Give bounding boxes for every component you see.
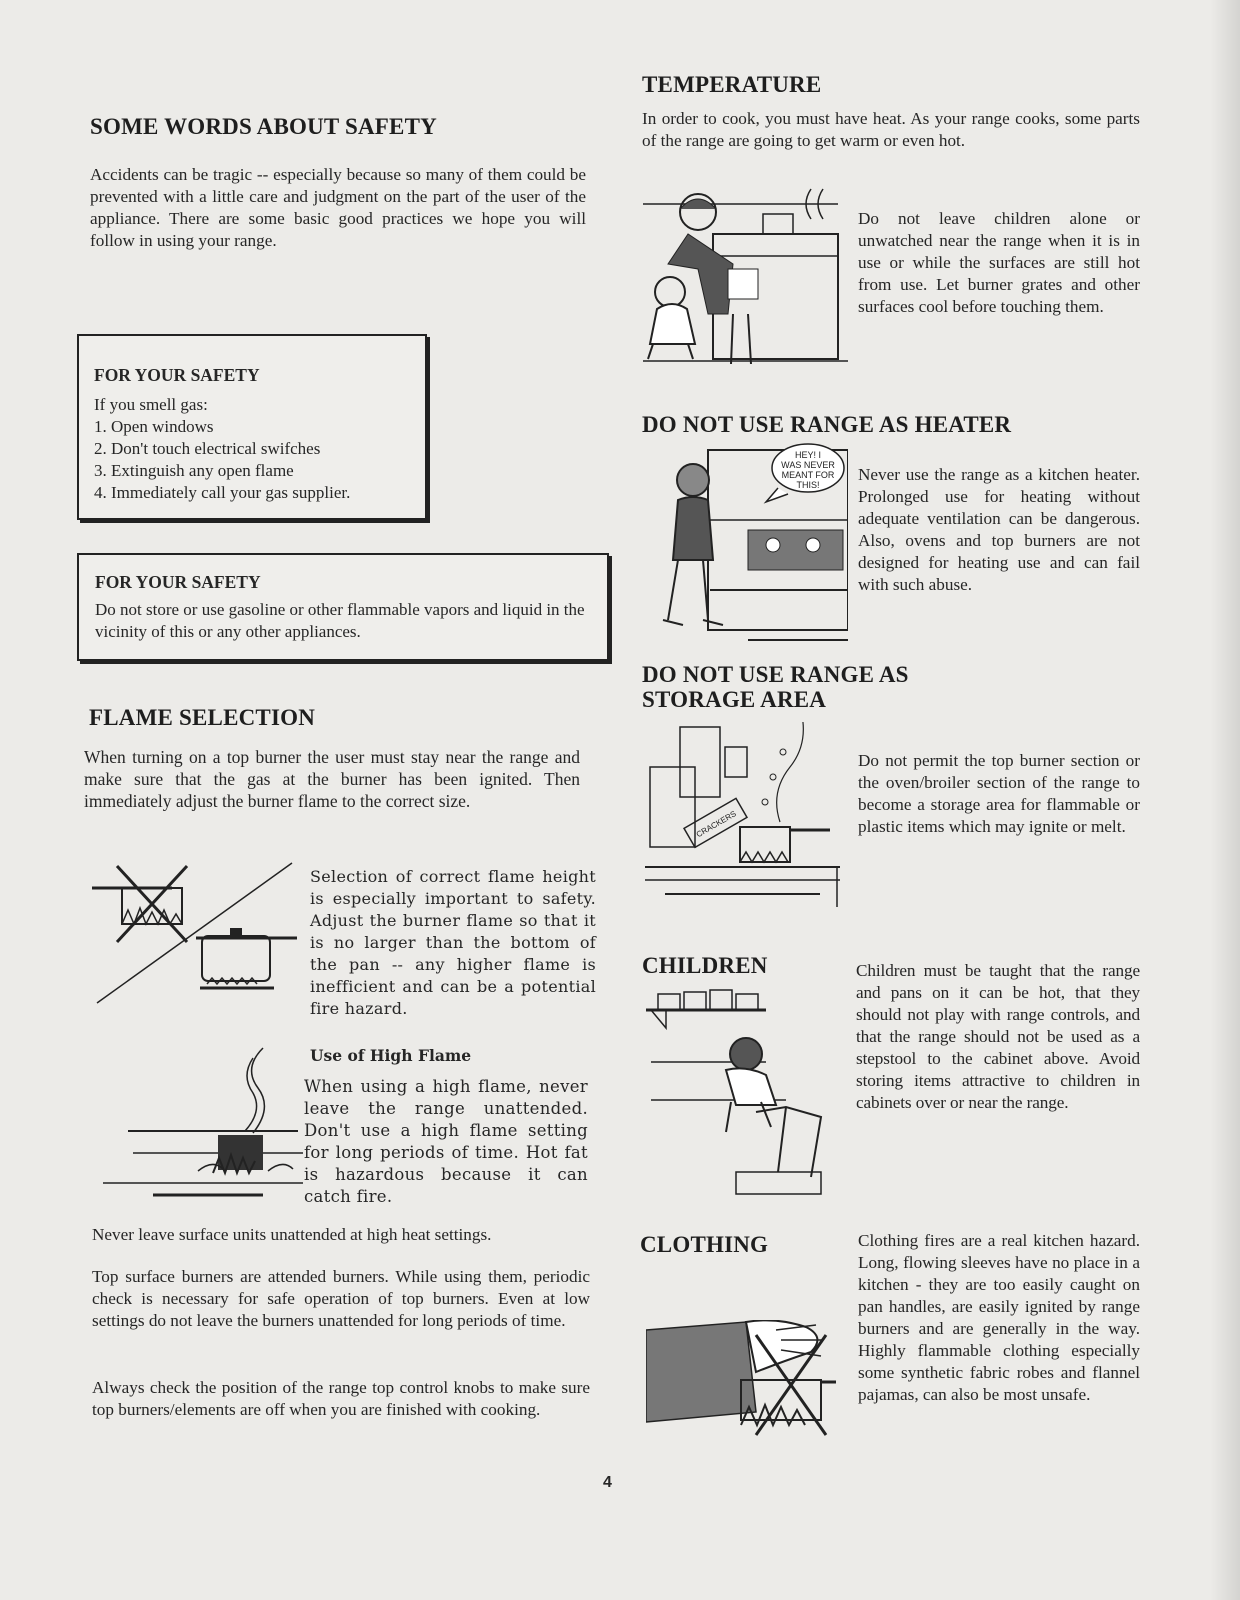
high-flame-illustration (103, 1043, 303, 1203)
clothing-heading: CLOTHING (640, 1232, 769, 1257)
children-heading: CHILDREN (642, 953, 768, 978)
children-text: Children must be taught that the range and pans on it can be hot, that they should not play with range controls, and that the range should not be used as a stepstool to the cabinet above. Avoid storing items attractive to children in cabinets over or near the range. (856, 961, 1140, 1112)
flame-selection-intro: When turning on a top burner the user must stay near the range and make sure that the gas at the burner has been ignited. Then immediately adjust the burner flame to the correct size. (84, 747, 580, 811)
high-flame-text: When using a high flame, never leave the range unattended. Don't use a high flame setting for long periods of time. Hot fat is hazardous because it can catch fire. (304, 1077, 588, 1206)
storage-heading: DO NOT USE RANGE AS STORAGE AREA (642, 662, 909, 712)
temperature-intro: In order to cook, you must have heat. As your range cooks, some parts of the range are going to get warm or even hot. (642, 109, 1140, 150)
gas-safety-item: 3. Extinguish any open flame (94, 461, 294, 480)
flame-selection-heading: FLAME SELECTION (89, 705, 316, 730)
vapor-safety-text: Do not store or use gasoline or other flammable vapors and liquid in the vicinity of this or any other appliances. (95, 600, 585, 641)
temperature-heading: TEMPERATURE (642, 72, 822, 97)
temperature-illustration (643, 184, 848, 369)
high-flame-heading: Use of High Flame (310, 1046, 472, 1065)
vapor-safety-box (77, 553, 609, 661)
clothing-text: Clothing fires are a real kitchen hazard. Long, flowing sleeves have no place in a kitchen - they are too easily caught on pan handles, are easily ignited by range burners and are generally in the way. Highly flammable clothing especially some synthetic fabric robes and flannel pajamas, can also be most unsafe. (858, 1231, 1140, 1404)
safety-heading: SOME WORDS ABOUT SAFETY (90, 114, 437, 139)
heater-bubble-line: HEY! I (794, 450, 822, 460)
temperature-text: Do not leave children alone or unwatched near the range when it is in use or while the surfaces are still hot from use. Let burner grates and other surfaces cool before touching them. (858, 209, 1140, 316)
storage-illustration (645, 722, 845, 912)
page-number: 4 (603, 1474, 612, 1491)
control-knobs-paragraph: Always check the position of the range top control knobs to make sure top burners/elements are off when you are finished with cooking. (92, 1378, 590, 1419)
safety-intro: Accidents can be tragic -- especially because so many of them could be prevented with a little care and judgment on the part of the user of the appliance. There are some basic good practices we hope you will follow in using your range. (90, 165, 586, 250)
storage-box-label: CRACKERS (694, 809, 738, 840)
heater-bubble-line: WAS NEVER (781, 460, 835, 470)
heater-illustration (648, 440, 848, 650)
heater-text: Never use the range as a kitchen heater. Prolonged use for heating without adequate ventilation can be dangerous. Also, ovens and top burners are not designed for heating use and can fail with such abuse. (858, 465, 1140, 594)
flame-size-illustration (92, 858, 297, 1008)
gas-safety-box (77, 334, 427, 520)
attended-burners-paragraph: Top surface burners are attended burners. While using them, periodic check is necessary for safe operation of top burners. Even at low settings do not leave the burners unattended for long periods of time. (92, 1267, 590, 1330)
heater-heading: DO NOT USE RANGE AS HEATER (642, 412, 1012, 437)
vapor-safety-title: FOR YOUR SAFETY (95, 572, 261, 592)
flame-selection-text: Selection of correct flame height is especially important to safety. Adjust the burner flame so that it is no larger than the bottom of the pan -- any higher flame is inefficient and can be a potential fire hazard. (310, 867, 596, 1018)
heater-bubble-line: MEANT FOR (781, 470, 835, 480)
gas-safety-item: 4. Immediately call your gas supplier. (94, 483, 351, 502)
gas-safety-lead: If you smell gas: (94, 395, 208, 414)
clothing-illustration (646, 1320, 836, 1440)
children-illustration (646, 982, 831, 1197)
unattended-paragraph: Never leave surface units unattended at high heat settings. (92, 1225, 492, 1244)
heater-bubble-line: THIS! (796, 480, 820, 490)
gas-safety-item: 1. Open windows (94, 417, 214, 436)
gas-safety-item: 2. Don't touch electrical swifches (94, 439, 321, 458)
page-edge-shadow (1210, 0, 1240, 1600)
storage-text: Do not permit the top burner section or the oven/broiler section of the range to become a storage area for flammable or plastic items which may ignite or melt. (858, 751, 1140, 836)
gas-safety-title: FOR YOUR SAFETY (94, 365, 260, 385)
